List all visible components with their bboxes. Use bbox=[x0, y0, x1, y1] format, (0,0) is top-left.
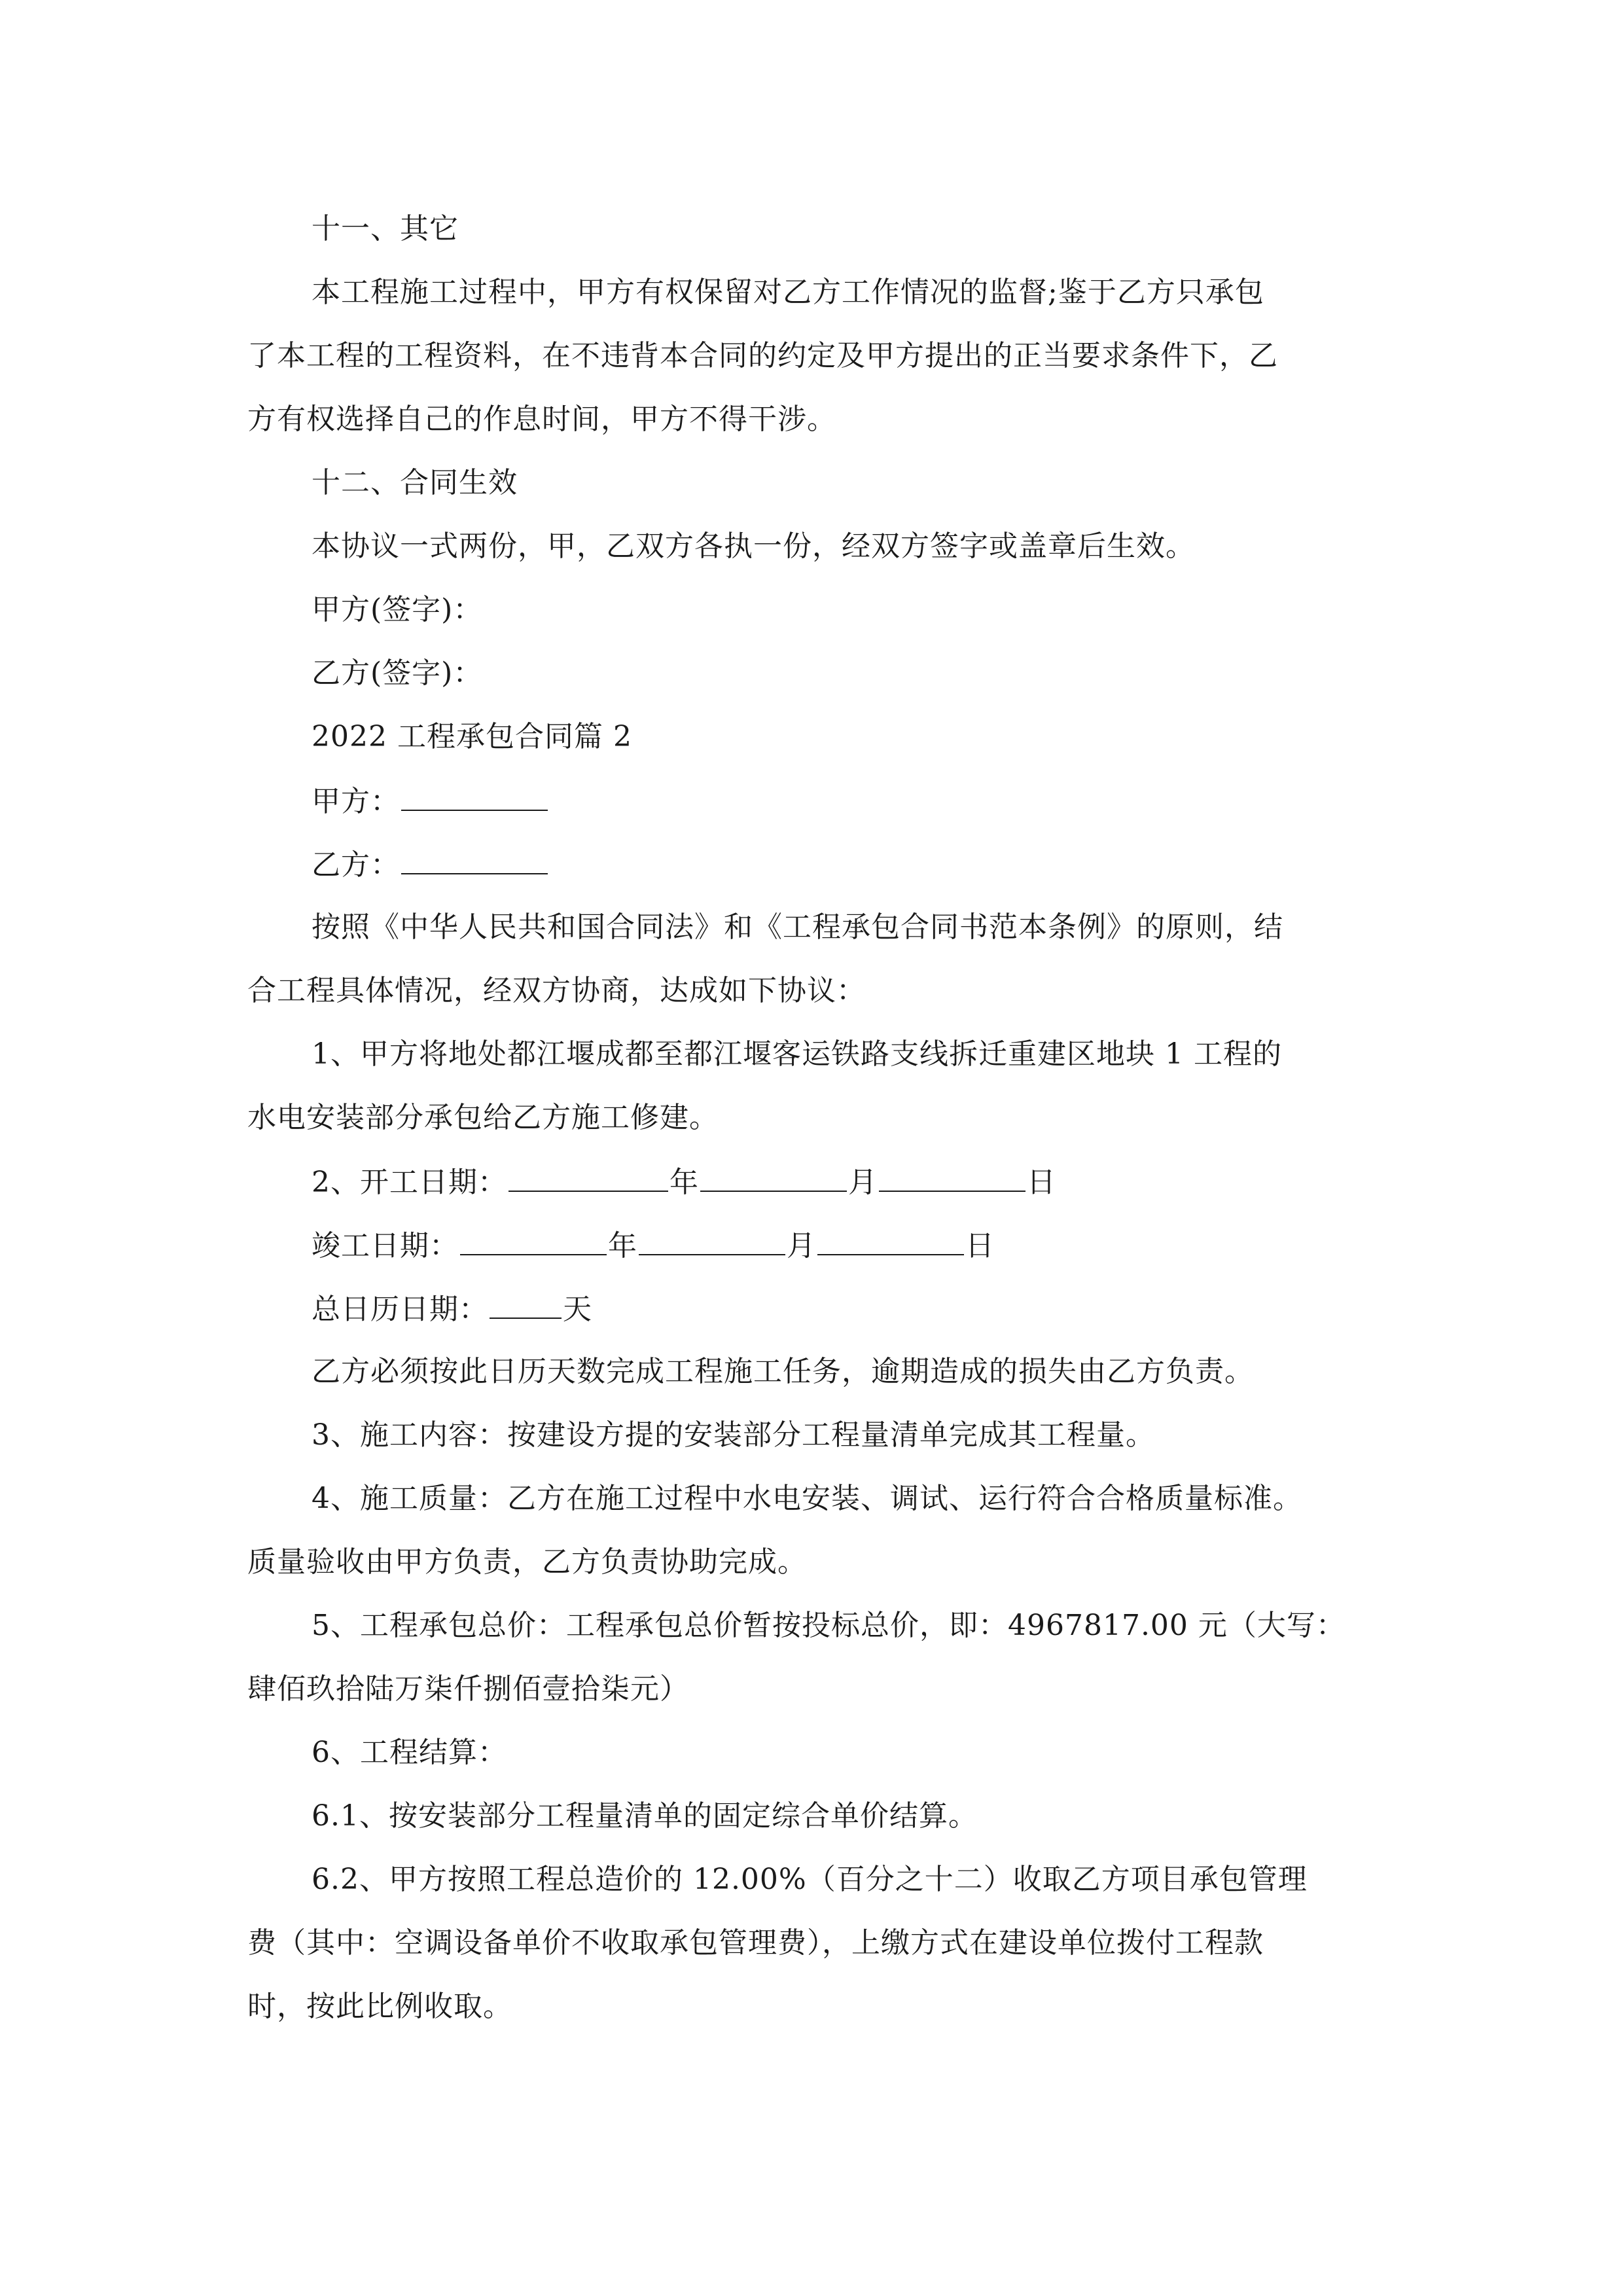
party-b-blank bbox=[401, 844, 548, 874]
text: 合工程具体情况，经双方协商，达成如下协议： bbox=[247, 974, 866, 1007]
text: 年 bbox=[669, 1166, 699, 1199]
text: 甲方： bbox=[312, 785, 400, 818]
start-day-blank bbox=[879, 1162, 1026, 1192]
paragraph-line bbox=[312, 273, 1264, 312]
text: 本工程施工过程中，甲方有权保留对乙方工作情况的监督;鉴于乙方只承包 bbox=[312, 276, 1264, 309]
text: 方有权选择自己的作息时间，甲方不得干涉。 bbox=[247, 403, 836, 436]
text: 竣工日期： bbox=[312, 1229, 459, 1263]
clause-6-2 bbox=[312, 1860, 1308, 1899]
contract-title bbox=[312, 717, 632, 757]
text: 月 bbox=[848, 1166, 878, 1199]
text: 十二、合同生效 bbox=[312, 466, 518, 499]
text: 按照《中华人民共和国合同法》和《工程承包合同书范本条例》的原则，结 bbox=[312, 910, 1283, 944]
text: 肆佰玖拾陆万柒仟捌佰壹拾柒元） bbox=[247, 1672, 689, 1706]
clause-5 bbox=[312, 1606, 1346, 1645]
paragraph-line bbox=[247, 1987, 512, 2026]
text: 5、工程承包总价：工程承包总价暂按投标总价，即：4967817.00 元（大写： bbox=[312, 1609, 1346, 1642]
end-month-blank bbox=[639, 1225, 785, 1255]
text: 日 bbox=[965, 1229, 995, 1263]
paragraph-line bbox=[247, 1098, 719, 1138]
paragraph-line bbox=[247, 336, 1278, 376]
section-heading-effect bbox=[312, 463, 518, 503]
text: 4、施工质量：乙方在施工过程中水电安装、调试、运行符合合格质量标准。 bbox=[312, 1482, 1302, 1515]
end-day-blank bbox=[817, 1225, 964, 1255]
clause-3 bbox=[312, 1416, 1155, 1455]
paragraph-line bbox=[247, 400, 836, 439]
paragraph-line bbox=[247, 1670, 689, 1709]
text: 2、开工日期： bbox=[312, 1166, 507, 1199]
text: 时，按此比例收取。 bbox=[247, 1990, 512, 2023]
paragraph-line bbox=[312, 1352, 1254, 1391]
clause-1 bbox=[312, 1035, 1282, 1074]
text: 水电安装部分承包给乙方施工修建。 bbox=[247, 1101, 719, 1134]
clause-6-1 bbox=[312, 1797, 978, 1836]
start-month-blank bbox=[700, 1162, 847, 1192]
text: 1、甲方将地处都江堰成都至都江堰客运铁路支线拆迁重建区地块 1 工程的 bbox=[312, 1037, 1282, 1071]
text: 6.2、甲方按照工程总造价的 12.00%（百分之十二）收取乙方项目承包管理 bbox=[312, 1863, 1308, 1896]
text: 2022 工程承包合同篇 2 bbox=[312, 720, 632, 753]
clause-6 bbox=[312, 1733, 507, 1772]
text: 乙方(签字)： bbox=[312, 656, 483, 690]
end-year-blank bbox=[460, 1225, 607, 1255]
days-blank bbox=[490, 1289, 562, 1319]
completion-date bbox=[312, 1225, 995, 1265]
text: 费（其中：空调设备单价不收取承包管理费），上缴方式在建设单位拨付工程款 bbox=[247, 1926, 1264, 1960]
section-heading-others bbox=[312, 209, 459, 249]
text: 十一、其它 bbox=[312, 212, 459, 245]
text: 本协议一式两份，甲，乙双方各执一份，经双方签字或盖章后生效。 bbox=[312, 529, 1195, 563]
text: 了本工程的工程资料，在不违背本合同的约定及甲方提出的正当要求条件下，乙 bbox=[247, 339, 1278, 372]
start-year-blank bbox=[508, 1162, 668, 1192]
party-a-signature-label bbox=[312, 590, 482, 630]
text: 总日历日期： bbox=[312, 1293, 488, 1326]
paragraph-line bbox=[247, 1924, 1264, 1963]
text: 天 bbox=[563, 1293, 592, 1326]
text: 质量验收由甲方负责，乙方负责协助完成。 bbox=[247, 1545, 807, 1579]
text: 3、施工内容：按建设方提的安装部分工程量清单完成其工程量。 bbox=[312, 1418, 1155, 1452]
paragraph-line bbox=[247, 1543, 807, 1582]
total-calendar-days bbox=[312, 1289, 592, 1328]
text: 年 bbox=[608, 1229, 637, 1263]
text: 日 bbox=[1027, 1166, 1056, 1199]
paragraph-line bbox=[312, 527, 1195, 566]
party-b-line bbox=[312, 844, 549, 884]
text: 6.1、按安装部分工程量清单的固定综合单价结算。 bbox=[312, 1799, 978, 1833]
text: 乙方： bbox=[312, 848, 400, 882]
clause-4 bbox=[312, 1479, 1302, 1518]
text: 6、工程结算： bbox=[312, 1736, 507, 1769]
clause-2-start-date bbox=[312, 1162, 1056, 1201]
paragraph-line bbox=[247, 971, 866, 1011]
text: 月 bbox=[787, 1229, 816, 1263]
text: 乙方必须按此日历天数完成工程施工任务，逾期造成的损失由乙方负责。 bbox=[312, 1355, 1254, 1388]
party-a-blank bbox=[401, 781, 548, 811]
party-b-signature-label bbox=[312, 654, 482, 693]
text: 甲方(签字)： bbox=[312, 593, 483, 626]
paragraph-line bbox=[312, 908, 1283, 947]
party-a-line bbox=[312, 781, 549, 820]
